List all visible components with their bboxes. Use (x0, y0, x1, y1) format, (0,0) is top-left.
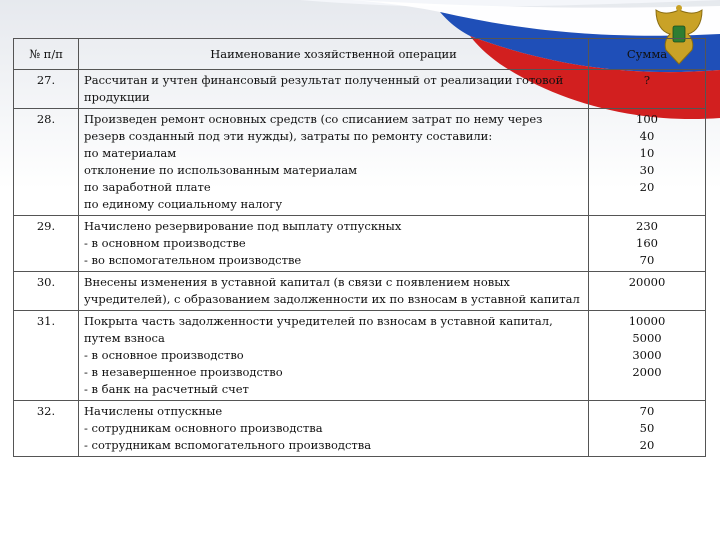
operation-line: - во вспомогательном производстве (84, 253, 302, 267)
operation-line: отклонение по использованным материалам (84, 163, 358, 177)
operation-line: Произведен ремонт основных средств (со списанием затрат по нему через резерв созданный под эти нужды), затраты по ремонту составили: (84, 112, 543, 143)
row-number: 32. (14, 401, 79, 457)
amount-value: 20000 (628, 275, 666, 289)
operation-line: - сотрудникам основного производства (84, 421, 323, 435)
operation-amounts (589, 216, 706, 272)
operation-amounts (589, 272, 706, 311)
amount-value: 20 (639, 180, 655, 194)
operation-description (79, 401, 589, 457)
row-number: 27. (14, 70, 79, 109)
amount-value: 10000 (628, 314, 666, 328)
operation-amounts (589, 401, 706, 457)
amount-value: 2000 (632, 365, 662, 379)
operation-amounts (589, 70, 706, 109)
operation-line: Начислено резервирование под выплату отпускных (84, 219, 402, 233)
header-operation: Наименование хозяйственной операции (79, 39, 589, 70)
table-body (14, 70, 706, 457)
amount-value: 70 (639, 253, 655, 267)
header-amount: Сумма (589, 39, 706, 70)
operation-description (79, 311, 589, 401)
row-number: 29. (14, 216, 79, 272)
operation-amounts (589, 311, 706, 401)
operation-line: по заработной плате (84, 180, 211, 194)
table-header-row (14, 39, 706, 70)
operation-line: - в основном производстве (84, 236, 246, 250)
table-row (14, 216, 706, 272)
operation-line: Начислены отпускные (84, 404, 223, 418)
amount-value: 70 (639, 404, 655, 418)
row-number: 28. (14, 109, 79, 216)
table-row (14, 272, 706, 311)
row-number: 31. (14, 311, 79, 401)
amount-value: 5000 (632, 331, 662, 345)
operation-description (79, 109, 589, 216)
operation-line: по единому социальному налогу (84, 197, 283, 211)
operations-table (13, 38, 706, 457)
amount-value: 20 (639, 438, 655, 452)
operation-line: Внесены изменения в уставной капитал (в связи с появлением новых учредителей), с образованием задолженности их по взносам в уставной капитал (84, 275, 580, 306)
operation-line: - в банк на расчетный счет (84, 382, 249, 396)
row-number: 30. (14, 272, 79, 311)
operation-line: - в незавершенное производство (84, 365, 283, 379)
operation-description (79, 272, 589, 311)
amount-value: 100 (636, 112, 658, 126)
amount-value: 30 (639, 163, 655, 177)
table-row (14, 311, 706, 401)
operation-line: - в основное производство (84, 348, 244, 362)
amount-value: 160 (636, 236, 658, 250)
amount-value: 50 (639, 421, 655, 435)
table-row (14, 70, 706, 109)
operation-line: Покрыта часть задолженности учредителей по взносам в уставной капитал, путем взноса (84, 314, 553, 345)
operation-line: Рассчитан и учтен финансовый результат полученный от реализации готовой продукции (84, 73, 564, 104)
operation-line: по материалам (84, 146, 177, 160)
table-row (14, 109, 706, 216)
amount-value: 10 (639, 146, 655, 160)
operation-description (79, 70, 589, 109)
operation-amounts (589, 109, 706, 216)
amount-value: 230 (636, 219, 658, 233)
amount-value: 3000 (632, 348, 662, 362)
table-row (14, 401, 706, 457)
operation-description (79, 216, 589, 272)
amount-value: ? (643, 73, 651, 87)
amount-value: 40 (639, 129, 655, 143)
header-num: № п/п (14, 39, 79, 70)
operation-line: - сотрудникам вспомогательного производства (84, 438, 372, 452)
